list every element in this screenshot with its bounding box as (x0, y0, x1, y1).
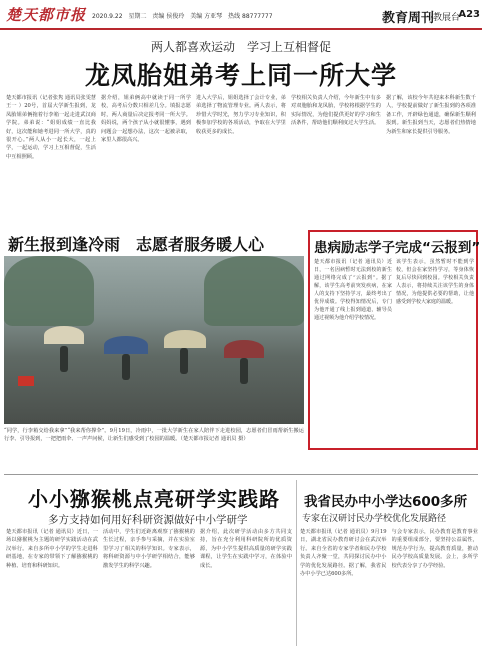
column-rule (296, 480, 297, 646)
newspaper-logo: 楚天都市报 (6, 6, 87, 24)
umbrella-shape (164, 330, 206, 348)
bottom-left-column: 活动中，学生们近距离观察了猕猴桃的生长过程，亲手参与采摘，并在实验室里学习了相关的科学知识。专家表示，将科研资源与中小学研学相结合，能够激发学生的科学兴趣。 (103, 529, 195, 569)
issue-date: 2020.9.22 (92, 13, 123, 20)
bottom-left-headline: 小小猕猴桃点亮研学实践路 (28, 487, 280, 511)
tree-shape (204, 256, 304, 326)
section-divider (4, 474, 478, 475)
person-shape (240, 358, 248, 384)
lead-kicker: 两人都喜欢运动 学习上互相督促 (150, 40, 331, 54)
issue-meta (92, 11, 277, 20)
masthead (0, 0, 482, 30)
rain-registration-photo (4, 256, 304, 424)
bottom-right-column: 与会专家表示，民办教育是教育事业的重要组成部分，要坚持公益属性，规范办学行为，提高教育质量，推动民办学校高质量发展。会上，多所学校代表分享了办学经验。 (391, 529, 478, 569)
umbrella-shape (104, 336, 148, 354)
person-shape (60, 346, 68, 372)
bottom-left-subhead: 多方支持如何用好科研资源做好中小学研学 (48, 514, 248, 526)
sidebar-column: 该学生表示，虽然暂时不能到学校，但会在家坚持学习，等身体恢复后尽快回到校园。学校相关负责人表示，将持续关注该学生的身体情况，为他提供必要的帮助，让他感受到学校大家庭的温暖。 (396, 259, 474, 305)
bottom-right-body (300, 528, 478, 646)
sidebar-story-body (314, 258, 474, 446)
umbrella-shape (44, 326, 84, 344)
flag-shape (18, 376, 34, 386)
lead-column: 进入大学后，姐姐选择了会计专业，弟弟选择了物流管理专业。两人表示，将珍惜大学时光，努力学习专业知识，积极参加学校的各项活动，争取在大学里收获更多的成长。 (196, 95, 286, 135)
lead-column: 据了解，该校今年共迎来本科新生数千人，学校提前做好了新生报到的各项准备工作，开辟绿色通道，确保新生顺利报到。新生报到当天，志愿者们热情地为新生和家长提供引导服务。 (386, 95, 476, 135)
bottom-left-column: 据介绍，此次研学活动由多方共同支持，旨在充分利用科研院所的优质资源，为中小学生提供高质量的研学实践课程，让学生在实践中学习，在体验中成长。 (200, 529, 292, 569)
sidebar-story-title: 患病励志学子完成“云报到” (314, 240, 481, 256)
person-shape (122, 354, 130, 380)
section-title: 教育周刊 (381, 11, 434, 26)
sidebar-column: 楚天都市报讯（记者 通讯员）近日，一名因病暂时无法到校的新生通过网络完成了“云报到”。据了解，该学生高考前突发疾病，在家人的支持下坚持学习，最终考出了优异成绩。学校得知情况后，专门为他开通了线上报到通道，辅导员通过视频为他介绍学校情况。 (314, 259, 392, 321)
issue-hotline: 热线 88777777 (228, 13, 273, 20)
lead-body (6, 94, 476, 220)
page-number: A23 (458, 9, 480, 20)
umbrella-shape (224, 340, 264, 358)
photo-story-title: 新生报到逢冷雨 志愿者服务暖人心 (8, 235, 265, 254)
photo-caption: “同学，行李箱交给我来拿”“我来帮你撑伞”。9月19日，冷雨中，一批大学新生在家人陪伴下走进校园，志愿者们冒雨帮新生搬运行李、引导报到，一把把雨伞、一声声问候，让新生们感受到了校园的温暖。（楚天都市报记者 通讯员 摄） (4, 428, 304, 442)
issue-editor: 责编 侯俊玲 (152, 13, 185, 20)
bottom-left-column: 楚天都市报讯（记者 通讯员）近日，一场以猕猴桃为主题的研学实践活动在武汉举行。来自多所中小学的学生走进科研基地，在专家的带领下了解猕猴桃的种植、培育和科研知识。 (6, 529, 98, 569)
lead-column: 楚天都市报讯（记者张隽 通讯员张雯慧 王一 ）20号，首届大学新生报到，龙凤胎姐弟俩拖着行李箱一起走进武汉商学院。弟弟说：“姐姐成绩一直比我好，这次能和她考进同一所大学，真的很开心。”两人从小一起长大，一起上学，一起运动，学习上互相督促，生活中互相照顾。 (6, 95, 96, 160)
lead-headline: 龙凤胎姐弟考上同一所大学 (84, 61, 397, 90)
bottom-right-column: 楚天都市报讯（记者 通讯员）9月19日，湖北省民办教育研讨会在武汉举行。来自全省的专家学者和民办学校负责人齐聚一堂，共同探讨民办中小学的优化发展路径。据了解，我省民办中小学已达600多所。 (300, 529, 387, 578)
person-shape (180, 348, 188, 374)
sidebar-story (308, 230, 481, 450)
subsection-title: ·教展台 (430, 13, 460, 23)
issue-design: 美编 方亚琴 (190, 13, 223, 20)
lead-column: 据介绍，姐弟俩高中就读于同一所学校，高考后分数只相差几分。填报志愿时，两人商量后决定报考同一所大学。妈妈说，两个孩子从小就很懂事，遇到问题会一起想办法，这次一起被录取，家里人都很高兴。 (101, 95, 191, 144)
bottom-right-headline: 我省民办中小学达600多所 (304, 494, 468, 510)
bottom-left-body (6, 528, 292, 646)
bottom-right-subhead: 专家在汉研讨民办学校优化发展路径 (302, 514, 447, 524)
issue-weekday: 星期二 (128, 13, 147, 20)
tree-shape (4, 256, 94, 326)
lead-column: 学校相关负责人介绍，今年新生中有多对双胞胎和龙凤胎，学校将根据学生的实际情况，为他们提供更好的学习和生活条件，帮助他们顺利度过大学生活。 (291, 95, 381, 127)
